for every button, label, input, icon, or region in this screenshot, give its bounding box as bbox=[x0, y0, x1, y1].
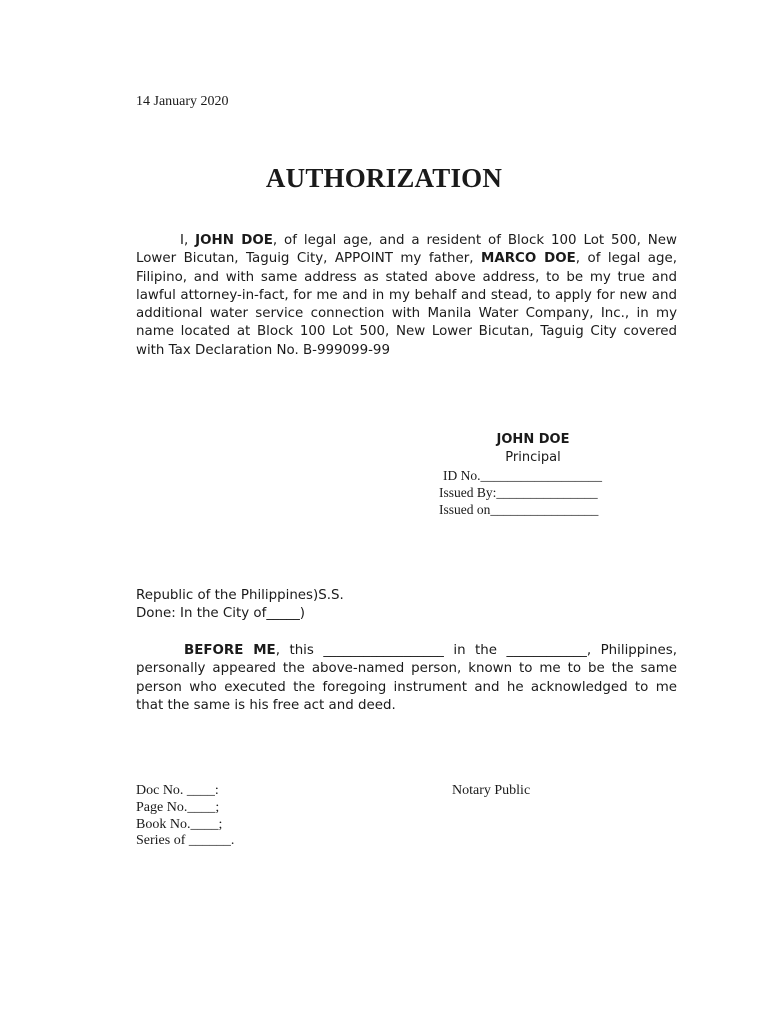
venue-city: Done: In the City of_____) bbox=[136, 605, 306, 621]
acknowledgment-text: , this __________________ in the ____________, Philippines, personally appeared the above-named person, known to me to be the same person who executed the foregoing instrument and he acknowledged to me that the same is his free act and deed. bbox=[136, 643, 677, 713]
issued-on-field: Issued on________________ bbox=[439, 502, 599, 517]
document-date: 14 January 2020 bbox=[136, 94, 229, 109]
paragraph-rest: , of legal age, Filipino, and with same address as stated above address, to be my true and lawful attorney-in-fact, for me and in my behalf and stead, to apply for new and additional water service connection with Manila Water Company, Inc., in my name located at Block 100 Lot 500, New Lower Bicutan, Taguig City covered with Tax Declaration No. B-999099-99 bbox=[136, 251, 677, 358]
authorization-paragraph bbox=[136, 232, 677, 360]
paragraph-intro: I, bbox=[180, 233, 196, 248]
signatory-name: JOHN DOE bbox=[496, 432, 570, 447]
signatory-role: Principal bbox=[505, 450, 561, 465]
acknowledgment-lead: BEFORE ME bbox=[184, 643, 276, 658]
page-number: Page No.____; bbox=[136, 799, 220, 815]
principal-name: JOHN DOE bbox=[195, 233, 273, 248]
notary-public-label: Notary Public bbox=[452, 783, 531, 798]
paragraph-middle: , of legal age, and a resident of Block 100 Lot 500, New Lower Bicutan, Taguig City, APPOINT my father, bbox=[136, 233, 677, 267]
book-number: Book No.____; bbox=[136, 816, 223, 832]
issued-by-field: Issued By:_______________ bbox=[439, 485, 598, 500]
doc-number: Doc No. ____: bbox=[136, 783, 219, 798]
acknowledgment-paragraph bbox=[136, 642, 677, 715]
document-title: AUTHORIZATION bbox=[265, 163, 503, 193]
id-number-field: ID No.__________________ bbox=[443, 468, 602, 483]
attorney-name: MARCO DOE bbox=[481, 251, 576, 267]
venue-republic: Republic of the Philippines)S.S. bbox=[136, 588, 344, 603]
venue-block bbox=[136, 587, 344, 622]
signature-block bbox=[432, 431, 634, 518]
series-year: Series of ______. bbox=[136, 833, 235, 849]
notarial-register bbox=[136, 783, 234, 850]
